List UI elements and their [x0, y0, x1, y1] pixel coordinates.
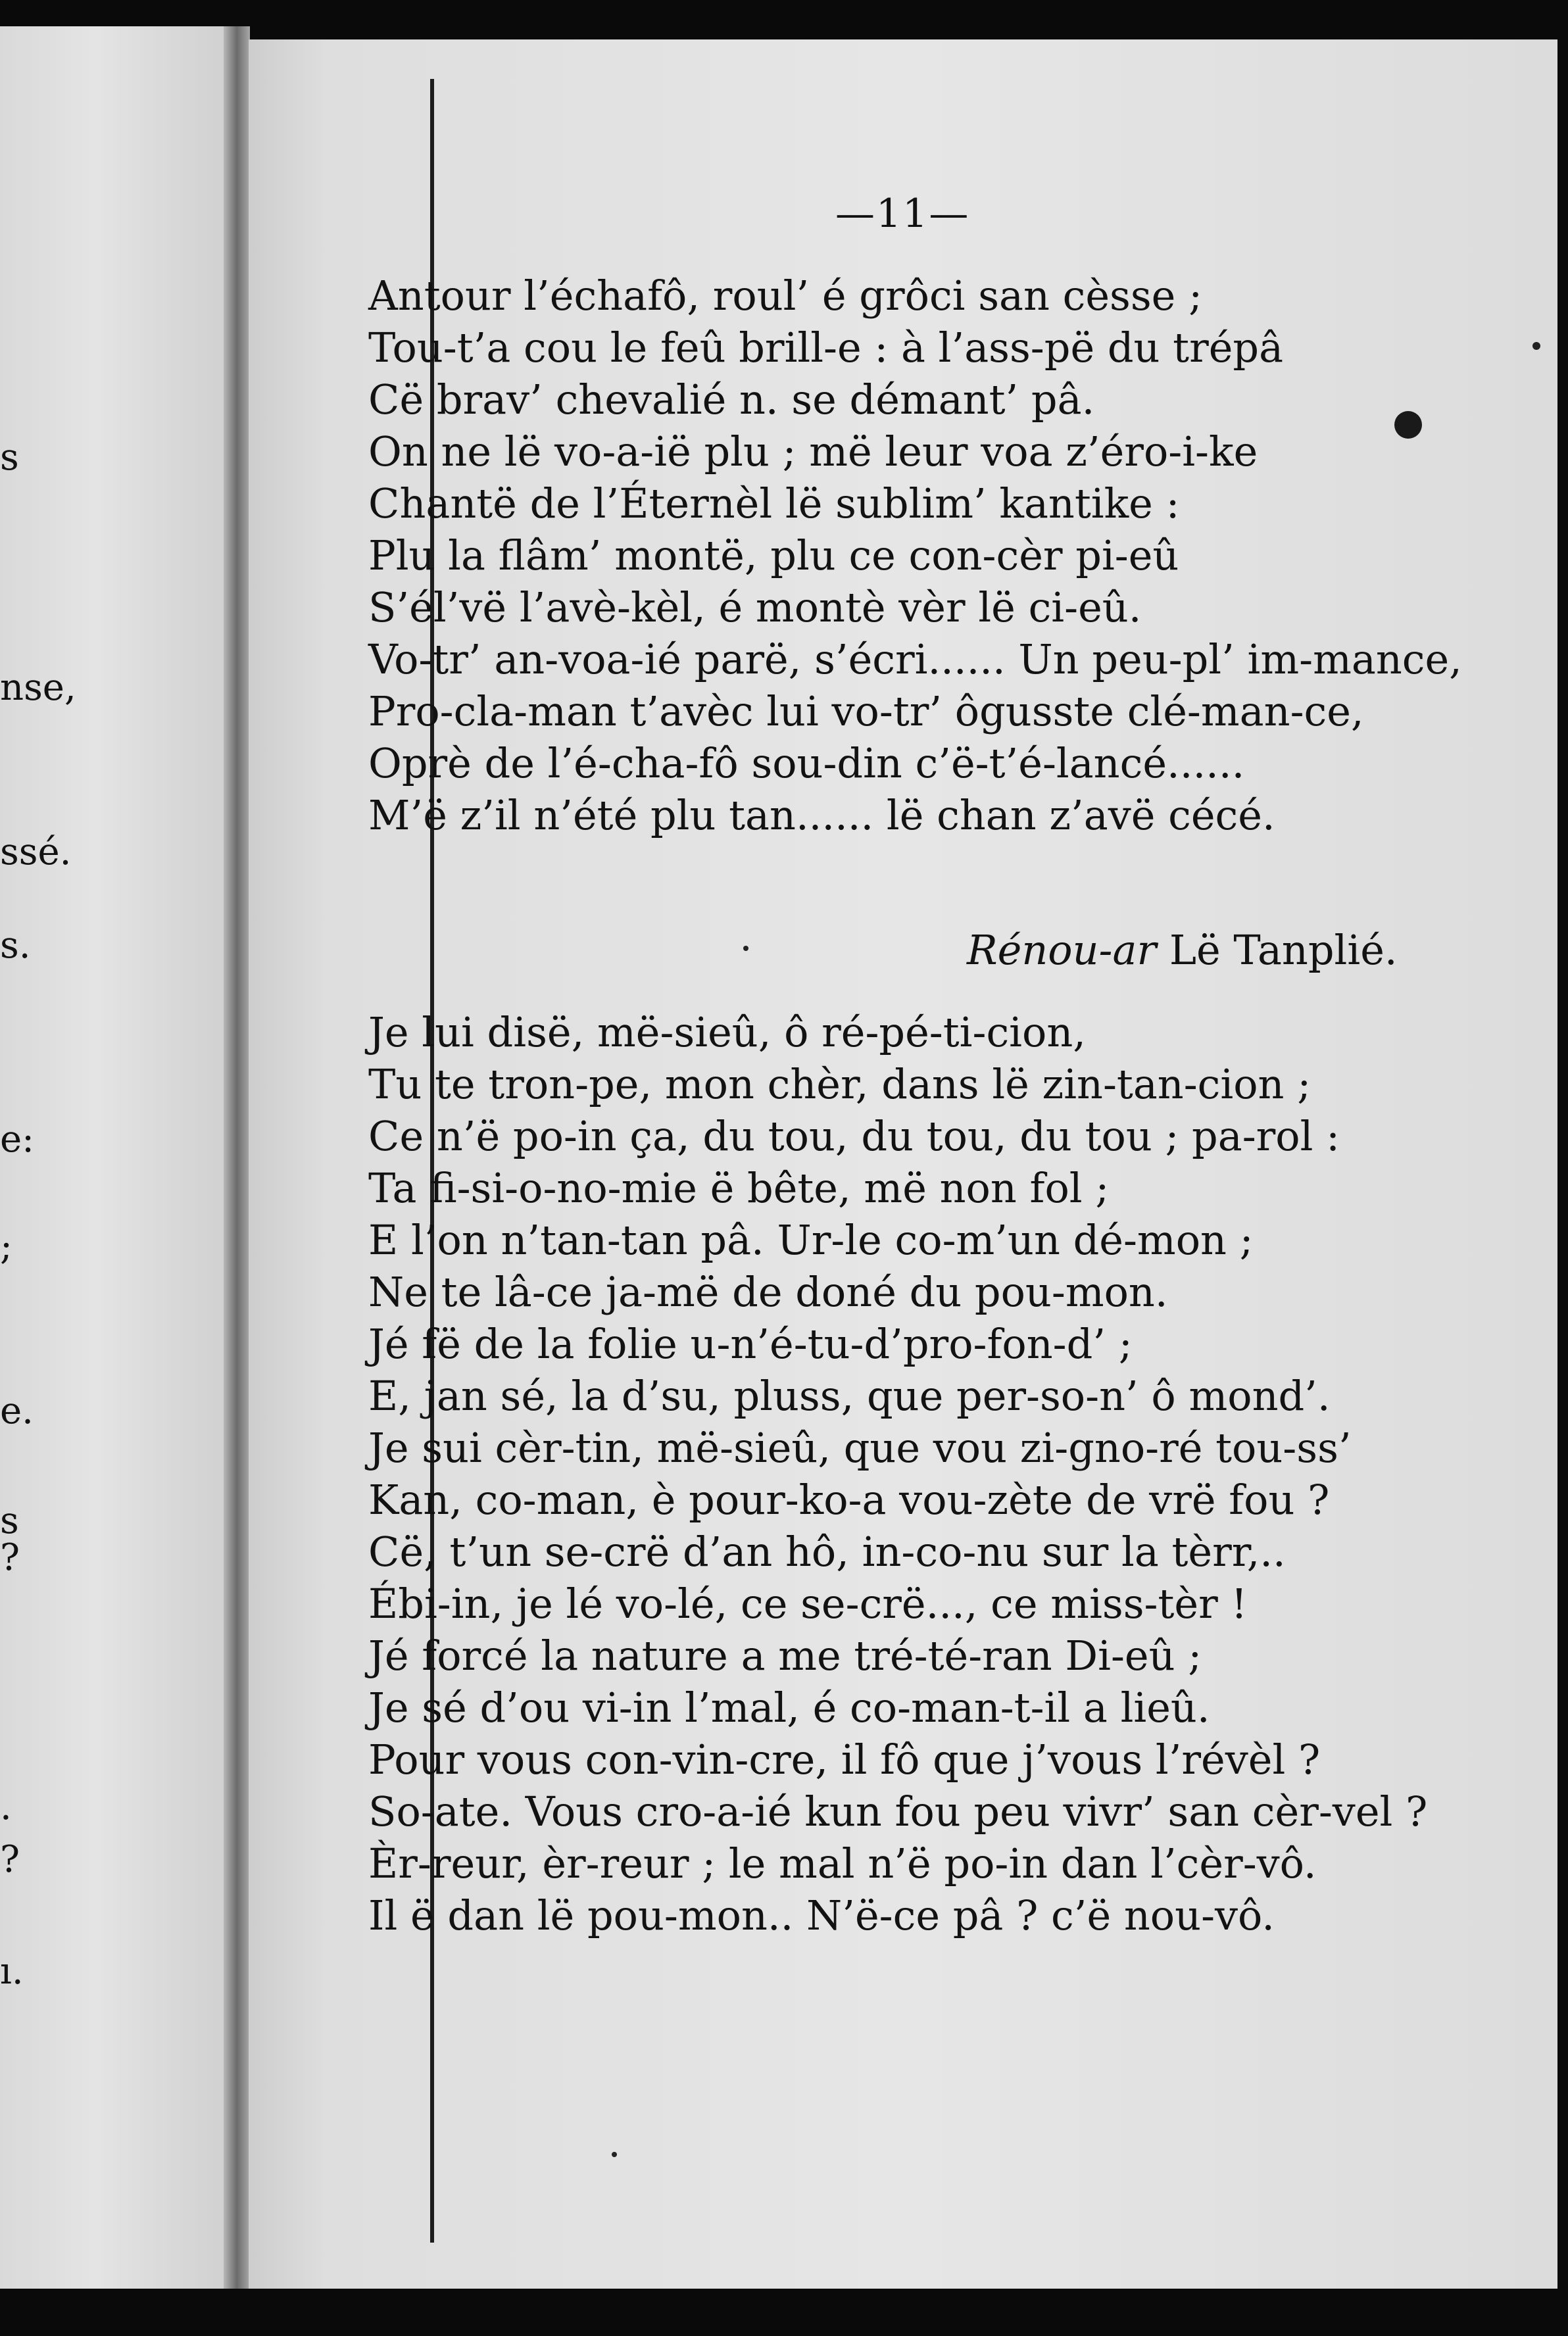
verse-line: M’ë z’il n’été plu tan...... lë chan z’avë cécé. — [368, 791, 1275, 839]
stanza-one — [368, 270, 1462, 841]
verse-line: Je sé d’ou vi-in l’mal, é co-man-t-il a lieû. — [368, 1684, 1210, 1732]
verse-line: Oprè de l’é-cha-fô sou-din c’ë-t’é-lancé...... — [368, 739, 1245, 787]
book-gutter — [224, 26, 250, 2289]
verse-line: Vo-tr’ an-voa-ié parë, s’écri...... Un peu-pl’ im-mance, — [368, 635, 1462, 683]
verse-line: On ne lë vo-a-ië plu ; më leur voa z’éro-i-ke — [368, 427, 1258, 475]
verse-line: Tou-t’a cou le feû brill-e : à l’ass-pë du trépâ — [368, 324, 1284, 372]
ink-speck — [612, 2152, 617, 2157]
verse-line: Tu te tron-pe, mon chèr, dans lë zin-tan-cion ; — [368, 1060, 1311, 1108]
page-number: —11— — [835, 191, 970, 237]
verse-line: Ébi-in, je lé vo-lé, ce se-crë..., ce miss-tèr ! — [368, 1580, 1248, 1628]
facing-fragment: e: — [0, 1118, 35, 1161]
verse-line: Pro-cla-man t’avèc lui vo-tr’ ôgusste clé-man-ce, — [368, 687, 1364, 735]
verse-line: So-ate. Vous cro-a-ié kun fou peu vivr’ san cèr-vel ? — [368, 1788, 1428, 1836]
ink-blot — [1394, 411, 1422, 439]
verse-line: Je lui disë, më-sieû, ô ré-pé-ti-cion, — [368, 1008, 1086, 1056]
verse-line: Ce n’ë po-in ça, du tou, du tou, du tou ; pa-rol : — [368, 1112, 1340, 1160]
facing-fragment: ssé. — [0, 831, 72, 873]
verse-line: Je sui cèr-tin, më-sieû, que vou zi-gno-ré tou-ss’ — [368, 1424, 1352, 1472]
facing-page-fragments — [0, 0, 76, 2336]
attribution-title: Lë Tanplié. — [1169, 926, 1398, 974]
ink-speck — [743, 946, 748, 951]
facing-fragment: . — [0, 1786, 12, 1828]
verse-line: Il ë dan lë pou-mon.. N’ë-ce pâ ? c’ë nou-vô. — [368, 1891, 1275, 1939]
verse-line: E l’on n’tan-tan pâ. Ur-le co-m’un dé-mon ; — [368, 1216, 1254, 1264]
facing-fragment: s ? — [0, 1499, 20, 1579]
attribution — [967, 926, 1398, 974]
ink-speck — [1532, 342, 1540, 350]
scan-border-bottom — [0, 2289, 1568, 2336]
verse-line: Cë brav’ chevalié n. se démant’ pâ. — [368, 376, 1095, 424]
facing-fragment: s. — [0, 924, 31, 967]
facing-fragment: ; — [0, 1225, 12, 1268]
verse-line: Cë, t’un se-crë d’an hô, in-co-nu sur la tèrr,.. — [368, 1528, 1286, 1576]
facing-fragment: ı. — [0, 1950, 24, 1993]
stanza-two — [368, 1006, 1427, 1941]
verse-line: Jé fë de la folie u-n’é-tu-d’pro-fon-d’ ; — [368, 1320, 1133, 1368]
facing-fragment: s — [0, 436, 19, 479]
verse-line: S’él’vë l’avè-kèl, é montè vèr lë ci-eû. — [368, 583, 1142, 631]
verse-line: Antour l’échafô, roul’ é grôci san cèsse ; — [368, 272, 1202, 320]
facing-fragment: e. — [0, 1390, 34, 1432]
verse-line: Chantë de l’Éternèl lë sublim’ kantike : — [368, 479, 1180, 527]
verse-line: Plu la flâm’ montë, plu ce con-cèr pi-eû — [368, 531, 1179, 579]
verse-line: Kan, co-man, è pour-ko-a vou-zète de vrë fou ? — [368, 1476, 1330, 1524]
verse-line: E, jan sé, la d’su, pluss, que per-so-n’ ô mond’. — [368, 1372, 1331, 1420]
verse-line: Ne te lâ-ce ja-më de doné du pou-mon. — [368, 1268, 1168, 1316]
attribution-author: Rénou-ar — [967, 926, 1157, 974]
verse-line: Pour vous con-vin-cre, il fô que j’vous l’révèl ? — [368, 1736, 1321, 1784]
verse-line: Jé forcé la nature a me tré-té-ran Di-eû ; — [368, 1632, 1202, 1680]
facing-fragment: nse, — [0, 666, 76, 709]
verse-line: Èr-reur, èr-reur ; le mal n’ë po-in dan l’cèr-vô. — [368, 1839, 1317, 1887]
facing-fragment: ? — [0, 1838, 20, 1881]
verse-line: Ta fi-si-o-no-mie ë bête, më non fol ; — [368, 1164, 1110, 1212]
